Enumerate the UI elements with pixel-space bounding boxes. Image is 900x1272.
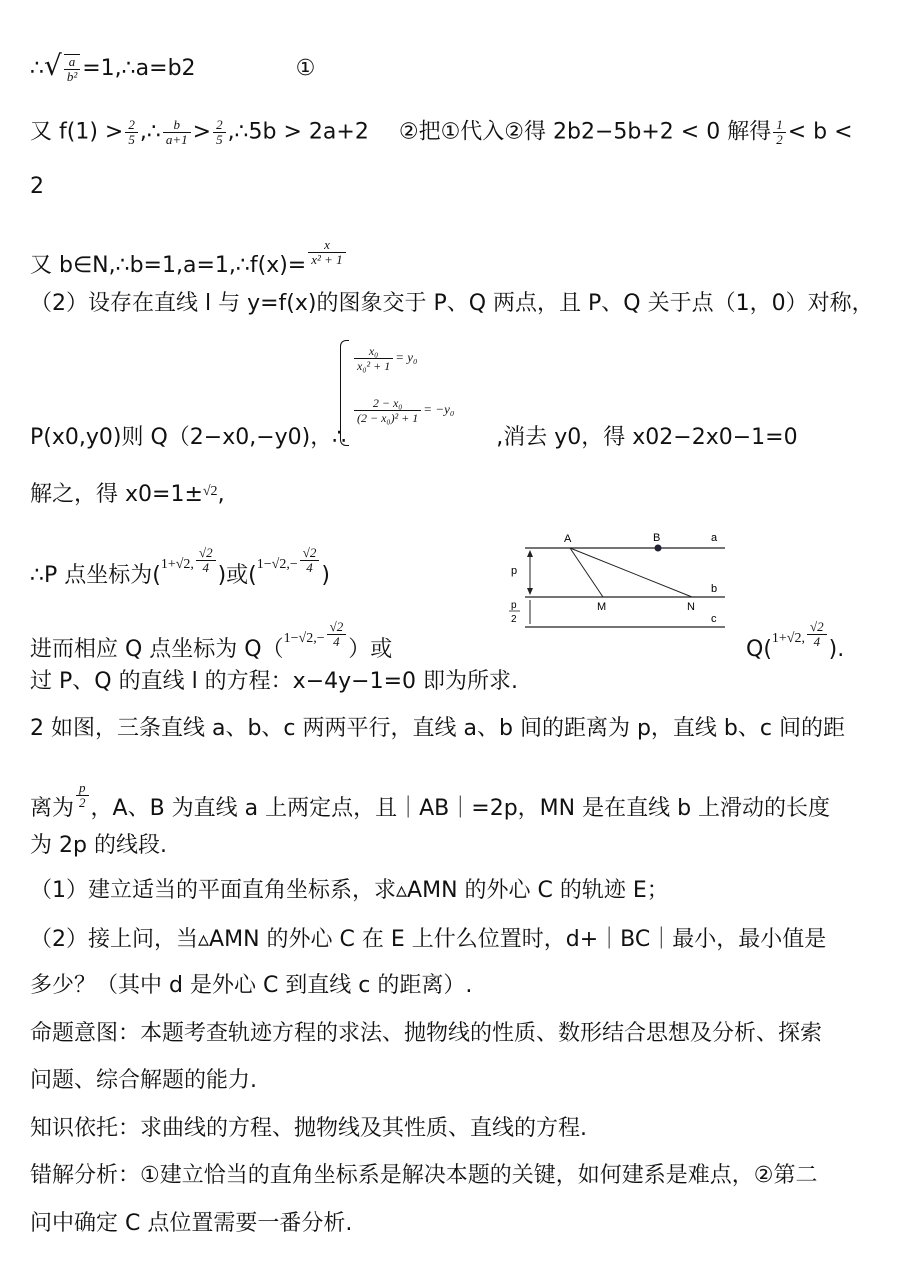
line-10: 过 P、Q 的直线 l 的方程：x−4y−1=0 即为所求. — [30, 669, 518, 694]
line-5: （2）设存在直线 l 与 y=f(x)的图象交于 P、Q 两点，且 P、Q 关于点（1，0）对称， — [30, 291, 874, 316]
fraction-2-5: $\frac{2}{5}$ — [125, 118, 138, 147]
segment-AN — [570, 548, 692, 597]
line-7: 解之，得 x0=1±√2, — [30, 478, 225, 509]
label-circle-1: ① — [295, 56, 316, 81]
fraction-b-over-a-plus-1: $\frac{b}{a+1}$ — [163, 118, 191, 147]
label-line-b: b — [711, 583, 718, 595]
segment-AM — [570, 548, 603, 597]
line-20: 错解分析：①建立恰当的直角坐标系是解决本题的关键，如何建系是难点，②第二 — [30, 1163, 818, 1188]
fraction-x-over-x2-plus-1: $\frac{x}{\text{x² + 1}}$ — [308, 238, 345, 267]
label-line-a: a — [711, 532, 718, 544]
label-A: A — [564, 533, 572, 545]
fraction-1-2: $\frac{1}{2}$ — [773, 118, 786, 147]
label-line-c: c — [711, 613, 717, 625]
sqrt-sign: √ — [44, 49, 62, 82]
label-M: M — [597, 601, 607, 613]
line-15: （2）接上问，当▵AMN 的外心 C 在 E 上什么位置时，d+｜BC｜最小，最小值是 — [30, 927, 827, 952]
line-9-right: Q(1+√2, $\frac{√2}{4}$ ). — [746, 619, 845, 662]
label-p: p — [511, 565, 518, 577]
label-N: N — [687, 601, 695, 613]
fraction-a-over-b2: $\frac{a}{\text{b²}}$ — [64, 54, 80, 84]
label-half-p-num: p — [511, 600, 517, 611]
p-arrow-up-head — [527, 550, 533, 557]
line-19: 知识依托：求曲线的方程、抛物线及其性质、直线的方程. — [30, 1116, 587, 1141]
line-1 — [30, 49, 316, 84]
system-row-2: $\frac{\text{2 − x₀}}{\text{(2 − x₀)² + 1}}$ = −y₀ — [352, 396, 454, 425]
line-9: 进而相应 Q 点坐标为 Q（1−√2,− $\frac{√2}{4}$ ）或 — [30, 619, 393, 662]
line-21: 问中确定 C 点位置需要一番分析. — [30, 1211, 353, 1236]
line-11: 2 如图，三条直线 a、b、c 两两平行，直线 a、b 间的距离为 p，直线 b、c 间的距 — [30, 716, 845, 741]
line-13: 为 2p 的线段. — [30, 833, 167, 858]
line-6: P(x0,y0)则 Q（2−x0,−y0)，∴ ,消去 y0，得 x02−2x0−1=0 — [30, 425, 798, 450]
equation-a-eq-b2: =1,∴a=b2 — [82, 56, 196, 81]
line-16: 多少？（其中 d 是外心 C 到直线 c 的距离）. — [30, 973, 473, 998]
line-17: 命题意图：本题考查轨迹方程的求法、抛物线的性质、数形结合思想及分析、探索 — [30, 1021, 823, 1046]
parallel-lines-figure — [500, 526, 740, 636]
system-row-1: $\frac{\text{x₀}}{\text{x₀² + 1}}$ = y₀ — [352, 344, 418, 373]
line-12: 离为 $\frac{p}{2}$ ，A、B 为直线 a 上两定点，且｜AB｜=2p，MN 是在直线 b 上滑动的长度 — [30, 780, 831, 821]
line-2: 又 f(1) > $\frac{2}{5}$ ,∴ $\frac{b}{a+1}$ > $\frac{2}{5}$ ,∴5b > 2a+2 ②把①代入②得 2b2−5b+2 < 0 解得 $\frac{1}{2}$ < b < — [30, 117, 853, 147]
line-14: （1）建立适当的平面直角坐标系，求▵AMN 的外心 C 的轨迹 E； — [30, 878, 669, 903]
sqrt-2: √2 — [202, 484, 218, 499]
line-8: ∴P 点坐标为(1+√2, $\frac{√2}{4}$ )或(1−√2,− $\frac{√2}{4}$ ) — [30, 545, 330, 588]
fraction-2-5-b: $\frac{2}{5}$ — [213, 118, 226, 147]
therefore-symbol: ∴ — [30, 56, 44, 81]
line-18: 问题、综合解题的能力. — [30, 1068, 257, 1093]
line-4: 又 b∈N,∴b=1,a=1,∴f(x)= $\frac{x}{\text{x² + 1}}$ — [30, 238, 348, 280]
point-B — [655, 545, 662, 552]
p-arrow-down-head — [527, 588, 533, 595]
line-3: 2 — [30, 174, 44, 199]
label-half-p-den: 2 — [511, 614, 517, 625]
label-B: B — [653, 532, 661, 544]
